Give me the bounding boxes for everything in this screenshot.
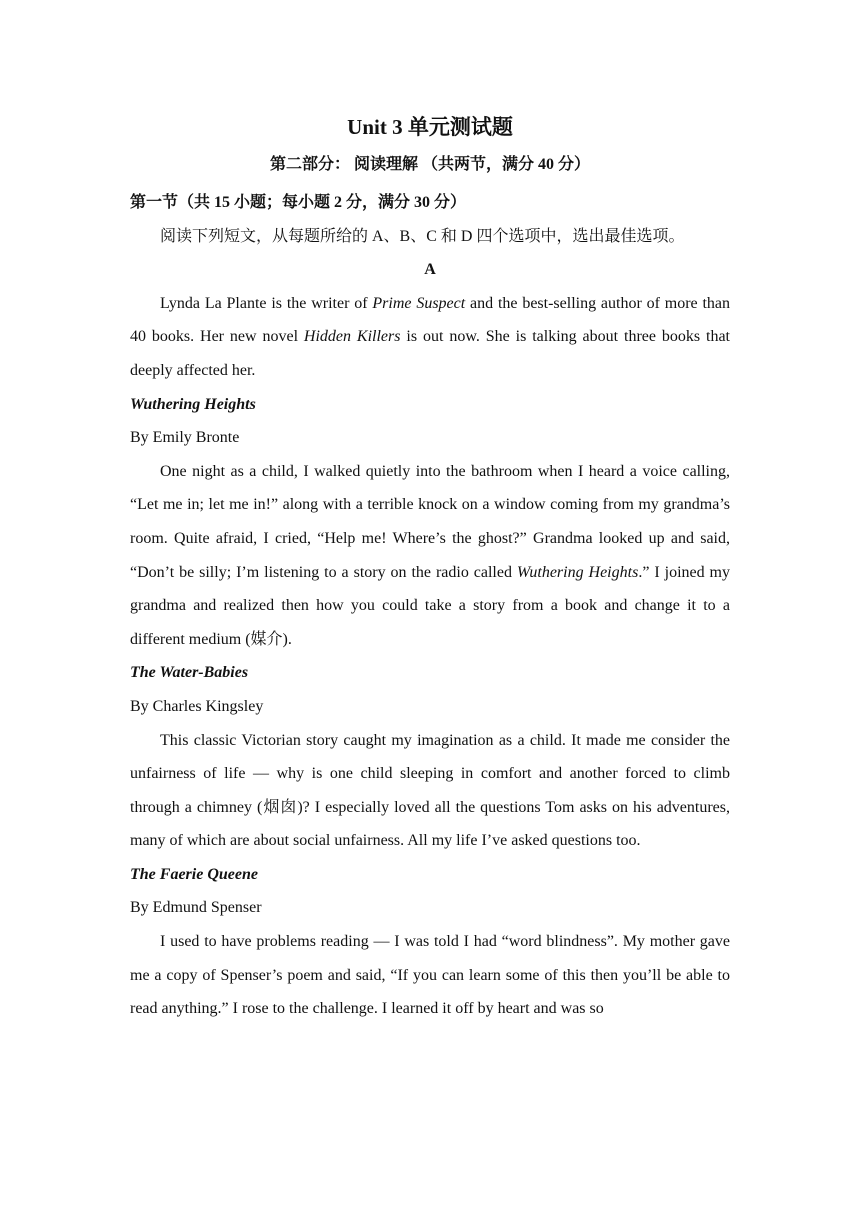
intro-paragraph <box>130 287 730 388</box>
section-heading: 第一节（共 15 小题；每小题 2 分，满分 30 分） <box>130 194 467 211</box>
intro-text-2: and the best-selling author of more than 40 books. Her new novel <box>130 294 731 346</box>
book-title: Wuthering Heights <box>130 395 256 413</box>
document-body <box>130 186 730 1026</box>
book-author: By Charles Kingsley <box>130 697 264 715</box>
work-title-prime-suspect: Prime Suspect <box>372 294 466 312</box>
passage-label: A <box>424 261 436 279</box>
book-text-end: .” I joined my grandma and realized then how you could take a story from a book and change it to a different medium (媒介). <box>130 563 731 648</box>
book-paragraph: This classic Victorian story caught my imagination as a child. It made me consider the unfairness of life — why is one child sleeping in comfort and another forced to climb through a chimney (烟囱)? I especially loved all the questions Tom asks on his adventures, many of which are about social unfairness. All my life I’ve asked questions too. <box>130 731 730 850</box>
book-text: One night as a child, I walked quietly into the bathroom when I heard a voice calling, “Let me in; let me in!” along with a terrible knock on a window coming from my grandma’s room. Quite afraid, I cried, “Help me! Where’s the ghost?” Grandma looked up and said, “Don’t be silly; I’m listening to a story on the radio called <box>130 462 730 581</box>
instruction-text: 阅读下列短文，从每题所给的 A、B、C 和 D 四个选项中，选出最佳选项。 <box>160 227 685 245</box>
book-title: The Water-Babies <box>130 664 249 682</box>
part-heading: 第二部分： 阅读理解 （共两节，满分 40 分） <box>269 156 590 173</box>
book-paragraph <box>130 455 730 657</box>
intro-text-3: is out now. She is talking about three books that deeply affected her. <box>130 328 730 379</box>
book-author: By Edmund Spenser <box>130 899 262 917</box>
page-title: Unit 3 单元测试题 <box>347 115 513 139</box>
work-title-hidden-killers: Hidden Killers <box>303 328 401 346</box>
book-title-inline: Wuthering Heights <box>516 563 639 581</box>
book-author: By Emily Bronte <box>130 429 240 447</box>
book-paragraph: I used to have problems reading — I was told I had “word blindness”. My mother gave me a copy of Spenser’s poem and said, “If you can learn some of this then you’ll be able to read anything.” I rose to the challenge. I learned it off by heart and was so <box>130 933 730 1018</box>
book-title: The Faerie Queene <box>130 865 258 883</box>
intro-text-1: Lynda La Plante is the writer of <box>160 294 373 312</box>
